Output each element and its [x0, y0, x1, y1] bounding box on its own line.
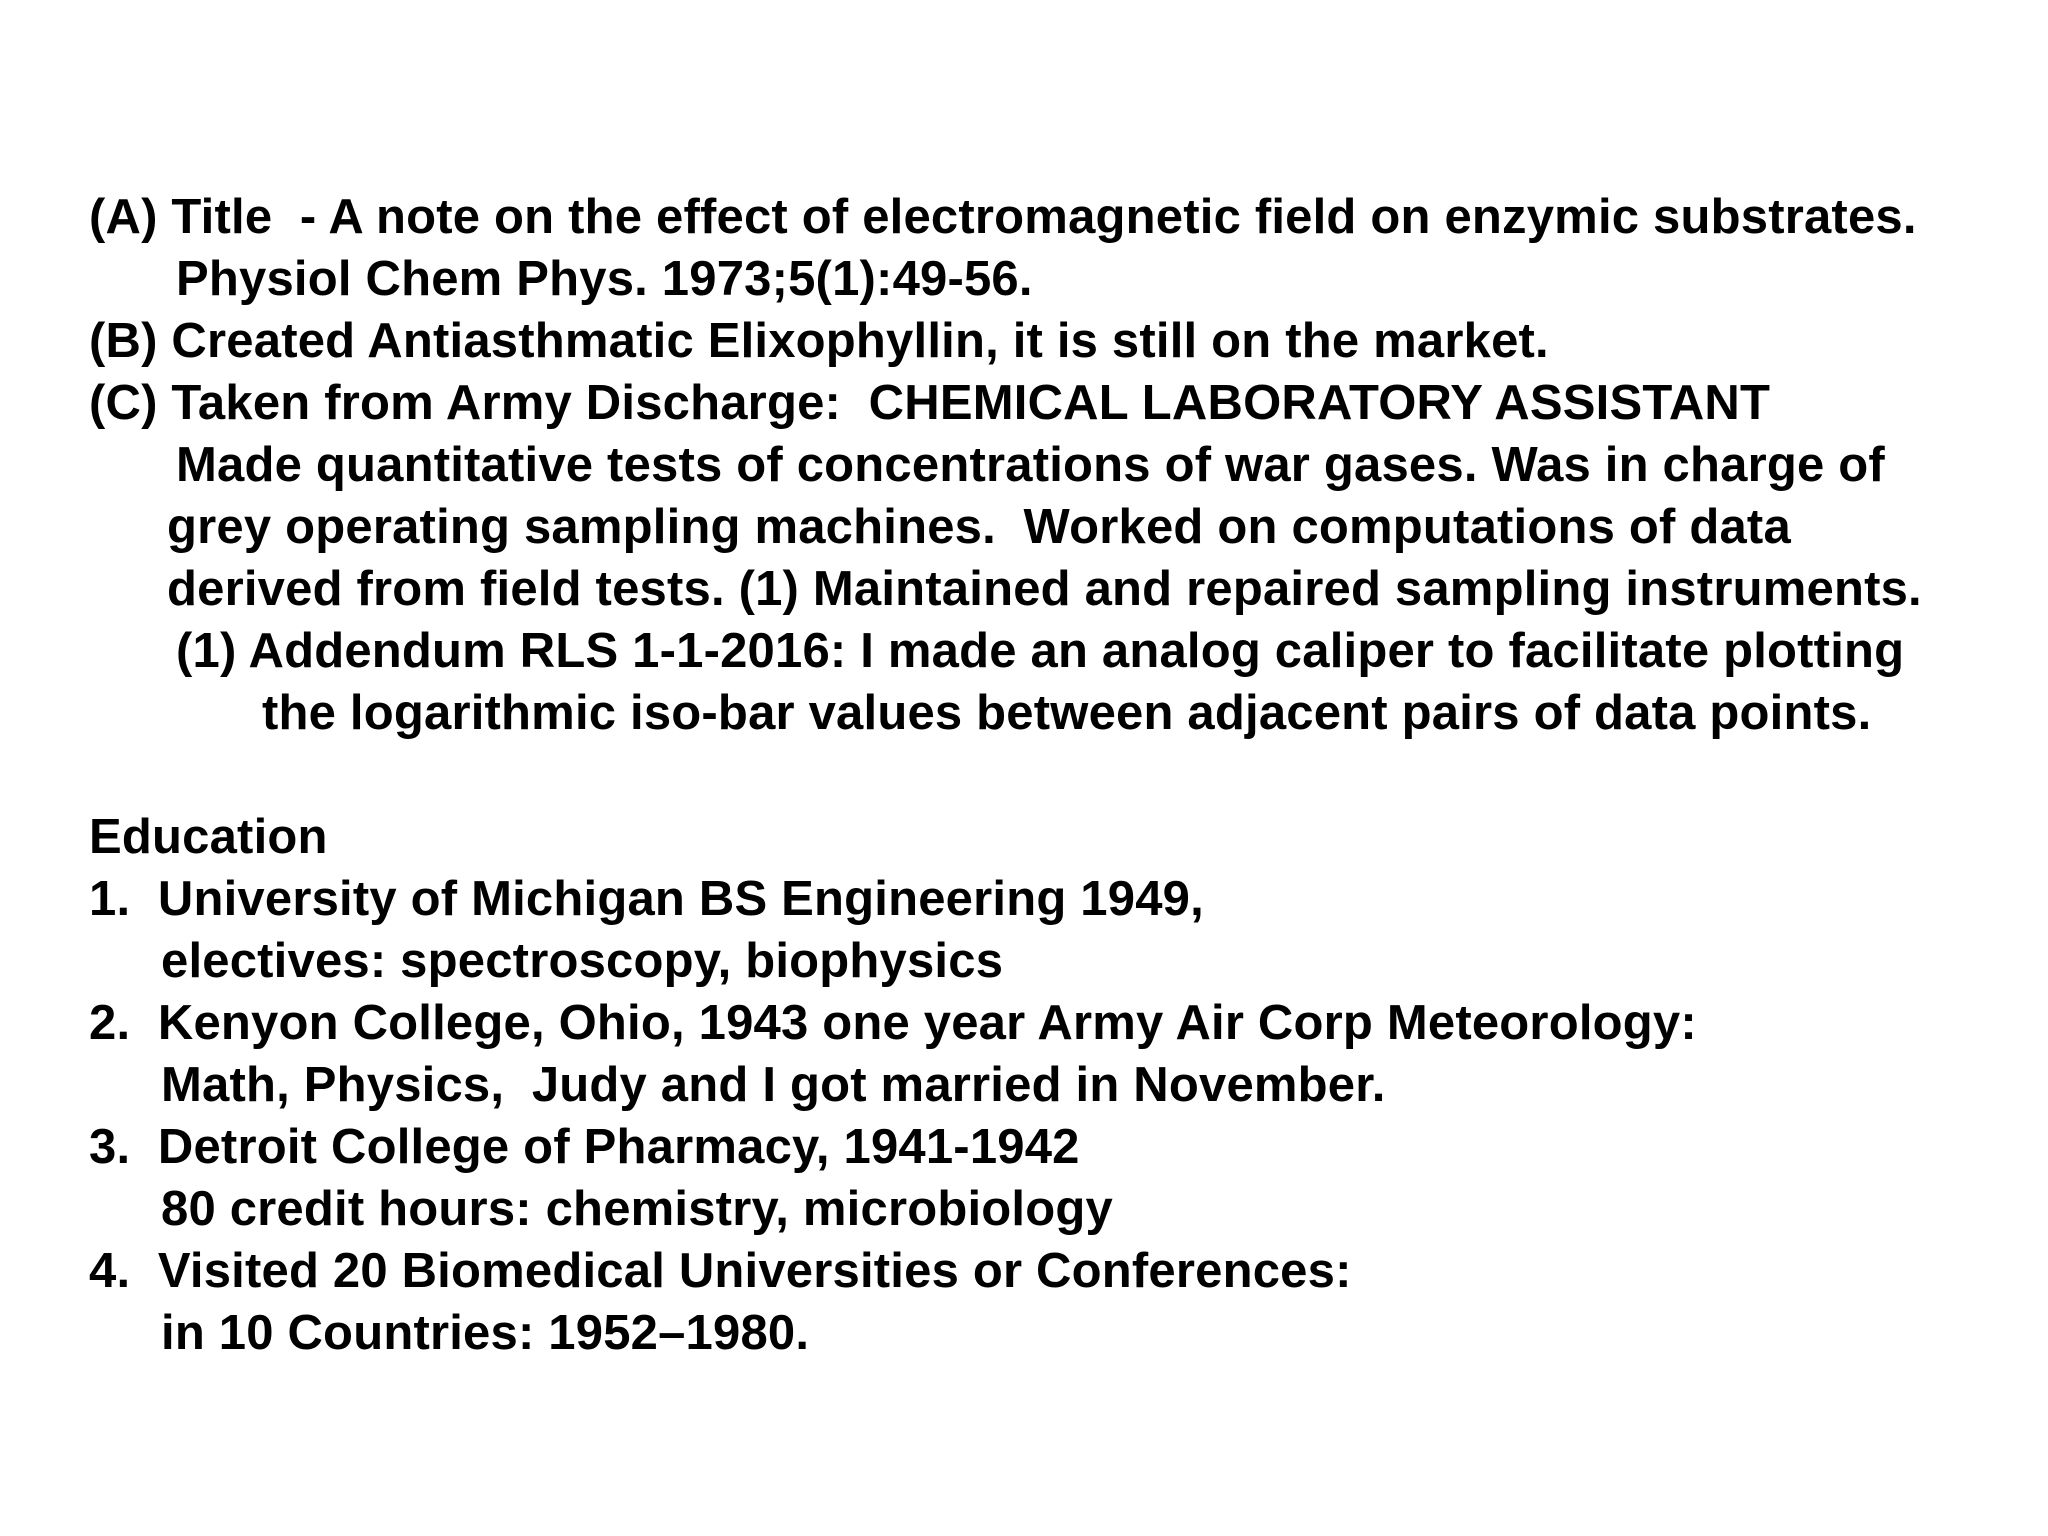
addendum-line-2: the logarithmic iso-bar values between adjacent pairs of data points. [262, 686, 1872, 740]
note-c-body-line-3: derived from field tests. (1) Maintained and repaired sampling instruments. [167, 562, 1922, 616]
education-item-1-detail: electives: spectroscopy, biophysics [161, 934, 1004, 988]
education-item-4: 4. Visited 20 Biomedical Universities or Conferences: [89, 1244, 1352, 1298]
note-c-heading-line: (C) Taken from Army Discharge: CHEMICAL LABORATORY ASSISTANT [89, 376, 1771, 430]
note-b-line: (B) Created Antiasthmatic Elixophyllin, it is still on the market. [89, 314, 1549, 368]
education-item-3: 3. Detroit College of Pharmacy, 1941-1942 [89, 1120, 1080, 1174]
note-a-citation-line: Physiol Chem Phys. 1973;5(1):49-56. [176, 252, 1033, 306]
note-a-title-line: (A) Title - A note on the effect of electromagnetic field on enzymic substrates. [89, 190, 1917, 244]
education-item-2-detail: Math, Physics, Judy and I got married in November. [161, 1058, 1386, 1112]
education-item-4-detail: in 10 Countries: 1952–1980. [161, 1306, 810, 1360]
education-heading: Education [89, 810, 328, 864]
note-c-body-line-1: Made quantitative tests of concentrations of war gases. Was in charge of [176, 438, 1885, 492]
addendum-line-1: (1) Addendum RLS 1-1-2016: I made an analog caliper to facilitate plotting [176, 624, 1905, 678]
education-item-3-detail: 80 credit hours: chemistry, microbiology [161, 1182, 1113, 1236]
education-item-2: 2. Kenyon College, Ohio, 1943 one year Army Air Corp Meteorology: [89, 996, 1697, 1050]
note-c-body-line-2: grey operating sampling machines. Worked on computations of data [167, 500, 1791, 554]
education-item-1: 1. University of Michigan BS Engineering 1949, [89, 872, 1204, 926]
